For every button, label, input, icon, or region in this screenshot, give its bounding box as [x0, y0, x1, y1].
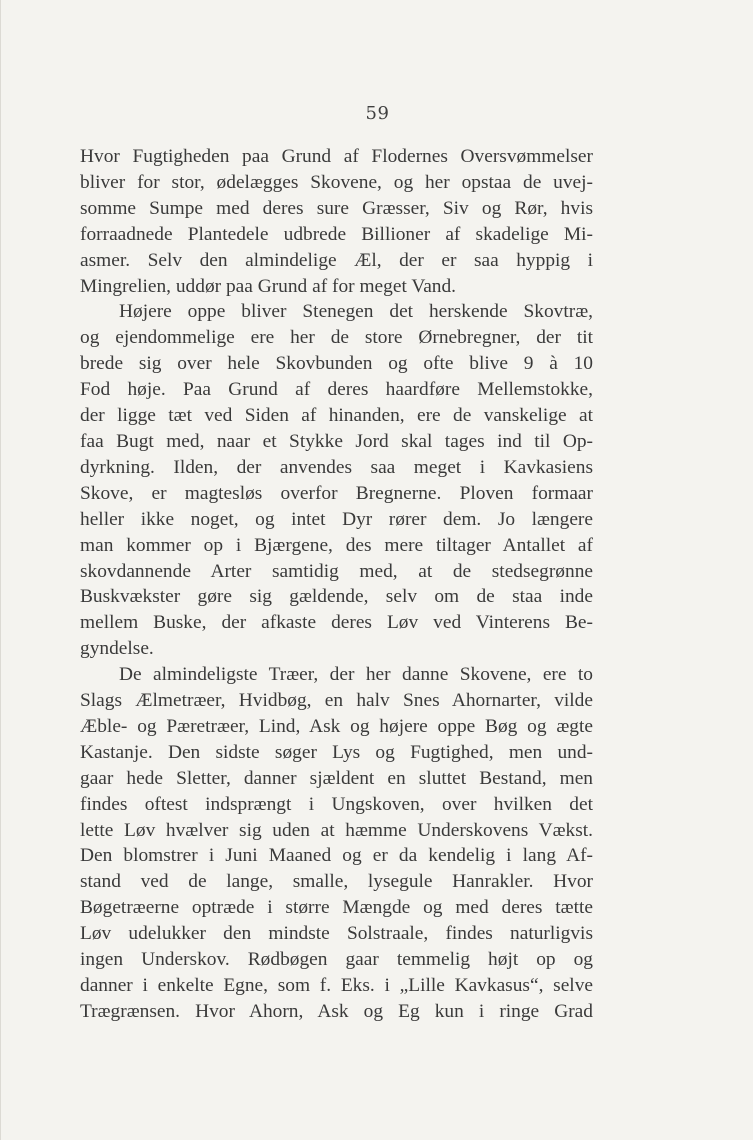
text-line: Æble- og Pæretræer, Lind, Ask og højere oppe Bøg og ægte — [80, 715, 593, 737]
text-line: skovdannende Arter samtidig med, at de stedsegrønne — [80, 560, 593, 582]
text-line: heller ikke noget, og intet Dyr rører dem. Jo længere — [80, 508, 593, 530]
text-line: somme Sumpe med deres sure Græsser, Siv og Rør, hvis — [80, 197, 593, 219]
text-line: Skove, er magtesløs overfor Bregnerne. Ploven formaar — [80, 482, 593, 504]
text-line: dyrkning. Ilden, der anvendes saa meget i Kavkasiens — [80, 456, 593, 478]
text-line: forraadnede Plantedele udbrede Billioner af skadelige Mi- — [80, 223, 593, 245]
text-line: Mingrelien, uddør paa Grund af for meget Vand. — [80, 275, 457, 297]
text-line: asmer. Selv den almindelige Æl, der er saa hyppig i — [80, 249, 593, 271]
text-line: lette Løv hvælver sig uden at hæmme Underskovens Vækst. — [80, 819, 593, 841]
text-line: Fod høje. Paa Grund af deres haardføre Mellemstokke, — [80, 379, 593, 401]
text-line: gaar hede Sletter, danner sjældent en sluttet Bestand, men — [80, 767, 593, 789]
text-line: ingen Underskov. Rødbøgen gaar temmelig højt op og — [80, 949, 593, 971]
text-line: findes oftest indsprængt i Ungskoven, over hvilken det — [80, 793, 593, 815]
text-line: stand ved de lange, smalle, lysegule Hanrakler. Hvor — [80, 871, 593, 893]
text-line: Buskvækster gøre sig gældende, selv om de staa inde — [80, 586, 593, 608]
text-line: Løv udelukker den mindste Solstraale, findes naturligvis — [80, 923, 593, 945]
text-line: der ligge tæt ved Siden af hinanden, ere de vanskelige at — [80, 405, 593, 427]
text-line: Kastanje. Den sidste søger Lys og Fugtighed, men und- — [80, 741, 593, 763]
page-number: 59 — [365, 103, 390, 124]
text-line: mellem Buske, der afkaste deres Løv ved Vinterens Be- — [80, 612, 593, 634]
text-line: Slags Ælmetræer, Hvidbøg, en halv Snes Ahornarter, vilde — [80, 690, 593, 712]
text-line: man kommer op i Bjærgene, des mere tiltager Antallet af — [80, 534, 593, 556]
body-text — [80, 144, 593, 1025]
text-line: De almindeligste Træer, der her danne Skovene, ere to — [119, 664, 593, 686]
text-line: danner i enkelte Egne, som f. Eks. i „Lille Kavkasus“, selve — [80, 975, 593, 996]
text-line: Trægrænsen. Hvor Ahorn, Ask og Eg kun i ringe Grad — [80, 1000, 593, 1022]
text-line: og ejendommelige ere her de store Ørnebregner, der tit — [80, 327, 593, 349]
text-line: Den blomstrer i Juni Maaned og er da kendelig i lang Af- — [80, 845, 593, 867]
text-line: brede sig over hele Skovbunden og ofte blive 9 à 10 — [80, 353, 593, 375]
text-line: faa Bugt med, naar et Stykke Jord skal tages ind til Op- — [80, 430, 593, 452]
text-line: Bøgetræerne optræde i større Mængde og med deres tætte — [80, 897, 593, 919]
text-line: Højere oppe bliver Stenegen det herskende Skovtræ, — [119, 301, 593, 323]
text-line: Hvor Fugtigheden paa Grund af Flodernes Oversvømmelser — [80, 146, 593, 167]
text-line: bliver for stor, ødelægges Skovene, og her opstaa de uvej- — [80, 171, 593, 193]
text-line: gyndelse. — [80, 638, 154, 660]
